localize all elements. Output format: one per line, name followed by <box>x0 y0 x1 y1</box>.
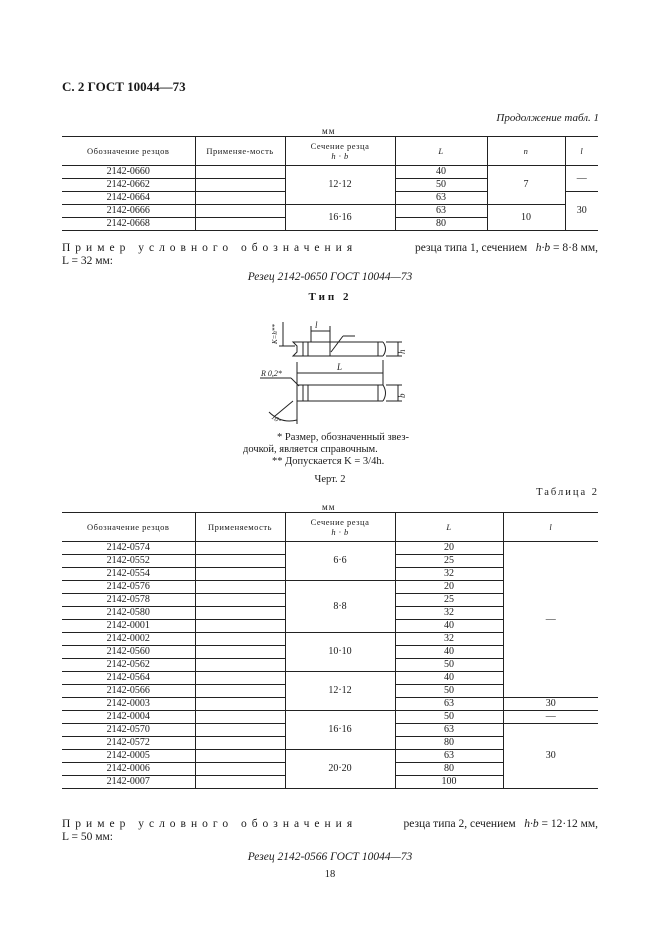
table-row: 2142-0576 8·8 20 <box>62 581 598 594</box>
table-row: 2142-0572 80 <box>62 737 598 750</box>
table-row: 2142-0668 80 <box>62 218 598 231</box>
col-designation: Обозначение резцов <box>62 513 195 542</box>
table-row: 2142-0562 50 <box>62 659 598 672</box>
note-1b: дочкой, является справочным. <box>243 444 378 455</box>
table-row: 2142-0574 6·6 20 — <box>62 542 598 555</box>
col-section: Сечение резца h · b <box>285 513 395 542</box>
col-l: l <box>565 137 598 166</box>
table-continuation-label: Продолжение табл. 1 <box>496 112 599 124</box>
table-row: 2142-0001 40 <box>62 620 598 633</box>
table-row: 2142-0007 100 <box>62 776 598 789</box>
table-row: 2142-0570 63 30 <box>62 724 598 737</box>
figure-caption: Черт. 2 <box>314 474 346 485</box>
col-designation: Обозначение резцов <box>62 137 195 166</box>
page-header: С. 2 ГОСТ 10044—73 <box>62 79 186 94</box>
dim-h: h <box>397 349 407 354</box>
type-2-title: Тип 2 <box>308 291 352 303</box>
dim-b: b <box>397 393 407 398</box>
table-row: 2142-0664 63 30 <box>62 192 598 205</box>
example-1-designation: Резец 2142-0650 ГОСТ 10044—73 <box>247 271 413 283</box>
col-l: l <box>503 513 598 542</box>
example-2-lead: Пример условного обозначения <box>62 818 358 830</box>
dim-L: L <box>337 362 343 372</box>
col-applicability: Применяе-мость <box>195 137 285 166</box>
table-row: 2142-0554 32 <box>62 568 598 581</box>
table-row: 2142-0552 25 <box>62 555 598 568</box>
example-2-line2: L = 50 мм: <box>62 831 113 843</box>
col-applicability: Применяемость <box>195 513 285 542</box>
table-row: 2142-0560 40 <box>62 646 598 659</box>
table-2 <box>62 512 598 789</box>
figure-notes <box>243 432 443 468</box>
table-row: 2142-0003 63 30 <box>62 698 598 711</box>
col-L: L <box>395 137 487 166</box>
unit-label-2: мм <box>322 502 336 512</box>
example-1-line2: L = 32 мм: <box>62 255 113 267</box>
col-section: Сечение резца h · b <box>285 137 395 166</box>
page-number: 18 <box>324 869 336 880</box>
dim-K: K=h** <box>271 324 279 344</box>
unit-label: мм <box>322 126 336 136</box>
example-1: Пример условного обозначения резца типа 1, сечением h·b = 8·8 мм, L = 32 мм: <box>62 242 598 267</box>
example-1-lead: Пример условного обозначения <box>62 242 358 254</box>
table-row: 2142-0002 10·10 32 <box>62 633 598 646</box>
table-row: 2142-0580 32 <box>62 607 598 620</box>
col-n: n <box>487 137 565 166</box>
table-1 <box>62 136 598 231</box>
note-1a: * Размер, обозначенный звез- <box>277 432 409 443</box>
dim-l: l <box>315 320 318 330</box>
dim-R: R 0,2* <box>261 369 282 378</box>
table-row: 2142-0660 12·12 40 7 — <box>62 166 598 179</box>
col-L: L <box>395 513 503 542</box>
table-row: 2142-0005 20·20 63 <box>62 750 598 763</box>
table-2-title: Таблица 2 <box>536 487 599 498</box>
table-row: 2142-0004 16·16 50 — <box>62 711 598 724</box>
table-row: 2142-0578 25 <box>62 594 598 607</box>
note-2: ** Допускается K = 3/4h. <box>272 456 385 467</box>
table-row: 2142-0666 16·16 63 10 <box>62 205 598 218</box>
table-row: 2142-0662 50 <box>62 179 598 192</box>
table-row: 2142-0564 12·12 40 <box>62 672 598 685</box>
cutter-drawing <box>255 312 415 432</box>
example-2: Пример условного обозначения резца типа 2, сечением h·b = 12·12 мм, L = 50 мм: <box>62 818 598 843</box>
dim-angle: 10° <box>269 413 283 426</box>
table-row: 2142-0006 80 <box>62 763 598 776</box>
table-row: 2142-0566 50 <box>62 685 598 698</box>
example-2-designation: Резец 2142-0566 ГОСТ 10044—73 <box>247 851 413 863</box>
